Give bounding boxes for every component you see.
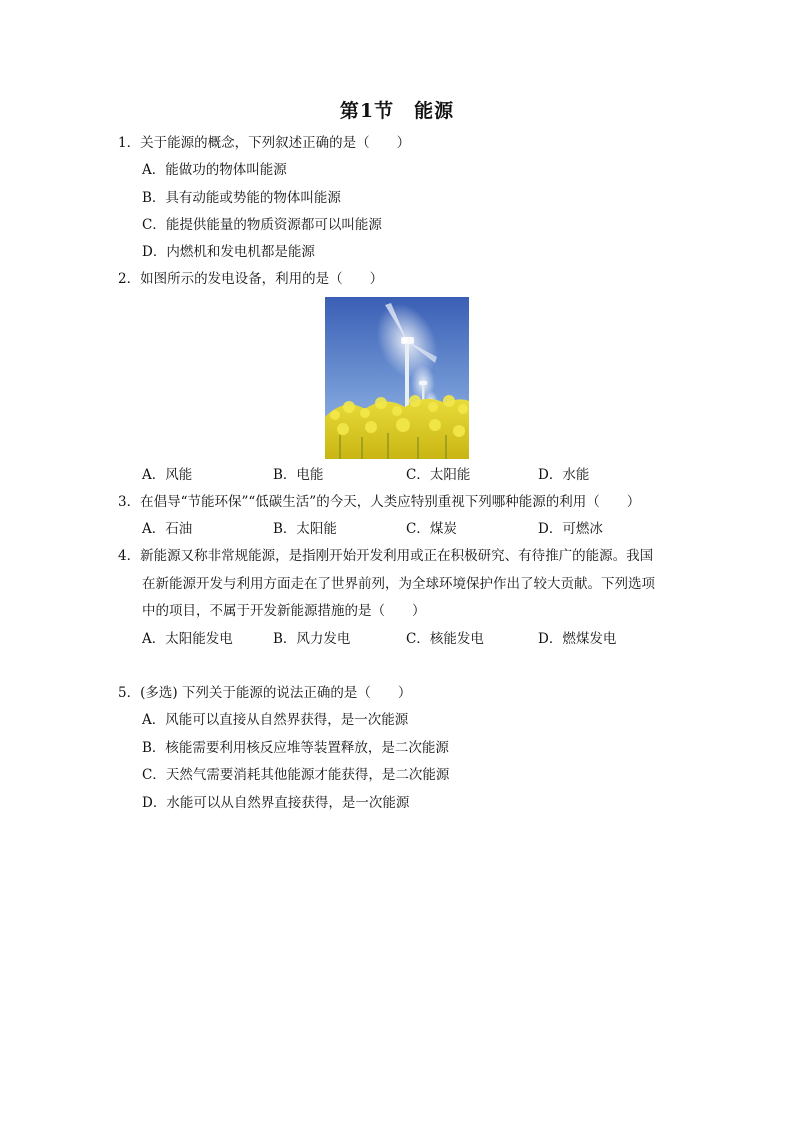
question-4-stem-line-3: 中的项目，不属于开发新能源措施的是（ ） (142, 603, 426, 619)
question-2-stem: 2．如图所示的发电设备，利用的是（ ） (118, 271, 384, 287)
question-1-option-b: B．具有动能或势能的物体叫能源 (142, 190, 341, 206)
question-3-stem: 3．在倡导“节能环保”“低碳生活”的今天，人类应特别重视下列哪种能源的利用（ ） (118, 494, 641, 510)
question-1-option-a: A．能做功的物体叫能源 (142, 162, 287, 178)
question-1-option-c: C．能提供能量的物质资源都可以叫能源 (142, 217, 382, 233)
question-2-option-a: A．风能 (142, 467, 193, 483)
question-5-option-a: A．风能可以直接从自然界获得，是一次能源 (142, 712, 409, 728)
question-2-options (142, 462, 702, 489)
question-3-option-b: B．太阳能 (273, 521, 337, 537)
question-4-stem-line-2: 在新能源开发与利用方面走在了世界前列，为全球环境保护作出了较大贡献。下列选项 (142, 576, 655, 592)
question-5-option-d: D．水能可以从自然界直接获得，是一次能源 (142, 795, 410, 811)
question-3-option-a: A．石油 (142, 521, 193, 537)
question-4-options (142, 626, 702, 653)
question-3-option-c: C．煤炭 (406, 521, 457, 537)
question-3-options (142, 516, 702, 543)
question-4-option-c: C．核能发电 (406, 631, 484, 647)
question-3-option-d: D．可燃冰 (538, 521, 603, 537)
question-4-option-a: A．太阳能发电 (142, 631, 233, 647)
question-1-stem: 1．关于能源的概念，下列叙述正确的是（ ） (118, 135, 411, 151)
question-2-option-d: D．水能 (538, 467, 590, 483)
question-4-option-b: B．风力发电 (273, 631, 351, 647)
question-4-stem-line-1: 4．新能源又称非常规能源，是指刚开始开发利用或正在积极研究、有待推广的能源。我国 (118, 548, 654, 564)
question-2-option-c: C．太阳能 (406, 467, 471, 483)
page-title: 第1节 能源 (339, 100, 455, 122)
question-5-option-b: B．核能需要利用核反应堆等装置释放，是二次能源 (142, 740, 449, 756)
question-5-option-c: C．天然气需要消耗其他能源才能获得，是二次能源 (142, 767, 450, 783)
question-1-option-d: D．内燃机和发电机都是能源 (142, 244, 315, 260)
question-5-stem: 5．(多选) 下列关于能源的说法正确的是（ ） (118, 685, 412, 701)
question-2-option-b: B．电能 (273, 467, 324, 483)
question-4-option-d: D．燃煤发电 (538, 631, 617, 647)
wind-turbine-photo (325, 297, 469, 459)
wind-turbine-image (325, 297, 469, 459)
